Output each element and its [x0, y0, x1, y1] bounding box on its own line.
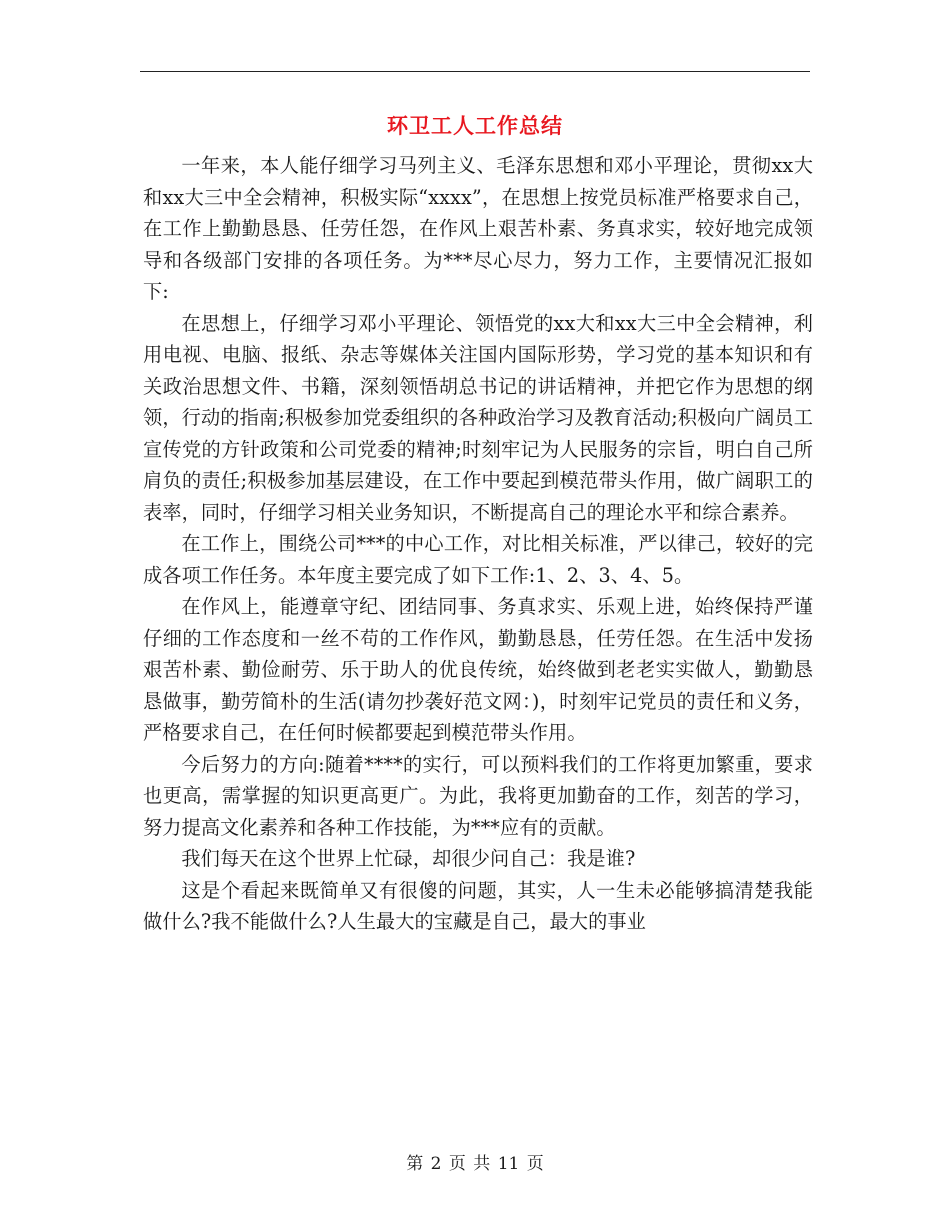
paragraph-3: 在工作上，围绕公司***的中心工作，对比相关标准，严以律己，较好的完成各项工作任务。本年度主要完成了如下工作:1、2、3、4、5。 [143, 532, 813, 587]
paragraph-6: 我们每天在这个世界上忙碌，却很少问自己：我是谁? [181, 847, 636, 870]
paragraph-1: 一年来，本人能仔细学习马列主义、毛泽东思想和邓小平理论，贯彻xx大和xx大三中全会精神，积极实际“xxxx”，在思想上按党员标准严格要求自己，在工作上勤勤恳恳、任劳任怨，在作风上艰苦朴素、务真求实，较好地完成领导和各级部门安排的各项任务。为***尽心尽力，努力工作，主要情况汇报如下: [143, 154, 813, 303]
page-number-footer: 第 2 页 共 11 页 [406, 1154, 544, 1174]
paragraph-2: 在思想上，仔细学习邓小平理论、领悟党的xx大和xx大三中全会精神，利用电视、电脑、报纸、杂志等媒体关注国内国际形势，学习党的基本知识和有关政治思想文件、书籍，深刻领悟胡总书记的讲话精神，并把它作为思想的纲领，行动的指南;积极参加党委组织的各种政治学习及教育活动;积极向广阔员工宣传党的方针政策和公司党委的精神;时刻牢记为人民服务的宗旨，明白自己所肩负的责任;积极参加基层建设，在工作中要起到模范带头作用，做广阔职工的表率，同时，仔细学习相关业务知识，不断提高自己的理论水平和综合素养。 [143, 311, 813, 524]
document-body [143, 150, 813, 938]
header-rule [140, 71, 810, 72]
paragraph-7: 这是个看起来既简单又有很傻的问题，其实，人一生未必能够搞清楚我能做什么?我不能做什么?人生最大的宝藏是自己，最大的事业 [143, 878, 813, 933]
document-title: 环卫工人工作总结 [387, 114, 563, 138]
paragraph-5: 今后努力的方向:随着****的实行，可以预料我们的工作将更加繁重，要求也更高，需掌握的知识更高更广。为此，我将更加勤奋的工作，刻苦的学习，努力提高文化素养和各种工作技能，为***应有的贡献。 [143, 752, 813, 839]
paragraph-4: 在作风上，能遵章守纪、团结同事、务真求实、乐观上进，始终保持严谨仔细的工作态度和一丝不苟的工作作风，勤勤恳恳，任劳任怨。在生活中发扬艰苦朴素、勤俭耐劳、乐于助人的优良传统，始终做到老老实实做人，勤勤恳恳做事，勤劳简朴的生活(请勿抄袭好范文网：)，时刻牢记党员的责任和义务，严格要求自己，在任何时候都要起到模范带头作用。 [143, 595, 813, 744]
